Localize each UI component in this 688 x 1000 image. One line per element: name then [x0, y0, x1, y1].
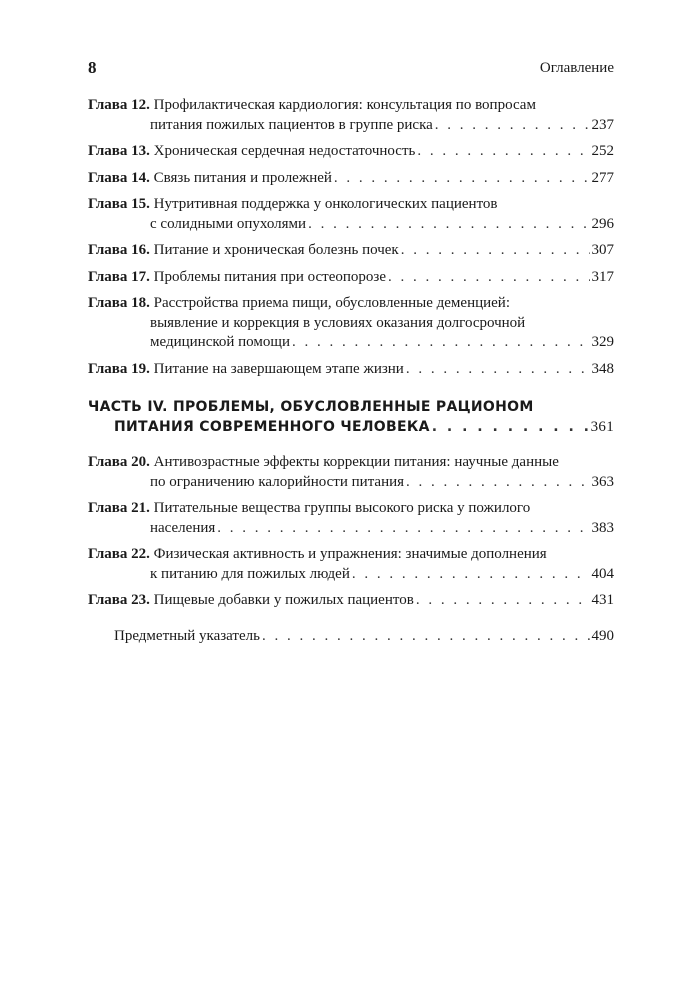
page-ref: 348: [591, 360, 614, 377]
table-of-contents: [88, 96, 614, 653]
leader-dots: [417, 142, 589, 162]
page-ref: 307: [591, 242, 614, 258]
page-ref: 296: [591, 215, 614, 232]
chapter-title-continuation: к питанию для пожилых людей: [150, 565, 350, 582]
page-ref: 237: [591, 116, 614, 133]
part-title: ЧАСТЬ IV. ПРОБЛЕМЫ, ОБУСЛОВЛЕННЫЕ РАЦИОНОМ: [88, 399, 534, 415]
leader-dots: [352, 565, 590, 585]
chapter-label: Глава 22.: [88, 546, 150, 562]
chapter-title: Профилактическая кардиология: консультация по вопросам: [153, 97, 536, 113]
chapter-label: Глава 15.: [88, 196, 150, 212]
chapter-label: Глава 19.: [88, 360, 150, 377]
chapter-title: Питательные вещества группы высокого риска у пожилого: [153, 500, 531, 516]
leader-dots: [406, 360, 590, 380]
chapter-title: Проблемы питания при остеопорозе: [153, 268, 386, 285]
part-title-continuation: ПИТАНИЯ СОВРЕМЕННОГО ЧЕЛОВЕКА: [114, 419, 430, 435]
leader-dots: [416, 591, 590, 611]
leader-dots: [435, 116, 590, 136]
page-ref: 361: [590, 419, 614, 435]
leader-dots: [334, 169, 590, 189]
page-ref: 363: [591, 473, 614, 490]
chapter-label: Глава 13.: [88, 143, 150, 159]
page-ref: 252: [591, 143, 614, 159]
leader-dots: [406, 473, 589, 493]
page-ref: 329: [591, 334, 614, 350]
chapter-title: Физическая активность и упражнения: значимые дополнения: [153, 546, 547, 562]
running-title: Оглавление: [539, 60, 614, 76]
chapter-label: Глава 21.: [88, 500, 150, 516]
chapter-title: Антивозрастные эффекты коррекции питания: научные данные: [153, 454, 559, 470]
page-number: 8: [88, 58, 97, 77]
toc-entry-chapter-23: [88, 591, 614, 611]
leader-dots: [432, 417, 589, 437]
chapter-title: Питание и хроническая болезнь почек: [153, 242, 399, 258]
page-ref: 383: [591, 519, 614, 536]
toc-entry-chapter-19: [88, 360, 614, 380]
leader-dots: [217, 519, 589, 539]
chapter-title-continuation: медицинской помощи: [150, 334, 290, 350]
chapter-label: Глава 16.: [88, 242, 150, 258]
toc-entry-chapter-17: [88, 268, 614, 288]
toc-entry-chapter-21: [88, 499, 614, 538]
chapter-title: Связь питания и пролежней: [153, 169, 332, 186]
leader-dots: [308, 215, 589, 235]
toc-entry-subject-index: [88, 627, 614, 647]
page-ref: 404: [591, 565, 614, 582]
chapter-label: Глава 17.: [88, 268, 150, 285]
leader-dots: [388, 268, 590, 288]
toc-entry-chapter-20: [88, 453, 614, 492]
leader-dots: [401, 241, 590, 261]
chapter-label: Глава 18.: [88, 295, 150, 311]
toc-entry-chapter-12: [88, 96, 614, 135]
index-title: Предметный указатель: [114, 627, 260, 644]
chapter-title-continuation: выявление и коррекция в условиях оказания долгосрочной: [150, 314, 526, 331]
toc-entry-chapter-18: [88, 294, 614, 353]
leader-dots: [262, 627, 590, 647]
chapter-title-continuation: населения: [150, 519, 216, 536]
chapter-title-continuation: с солидными опухолями: [150, 215, 307, 232]
page-ref: 277: [591, 169, 614, 186]
toc-entry-chapter-15: [88, 195, 614, 234]
chapter-label: Глава 23.: [88, 592, 150, 608]
toc-entry-chapter-22: [88, 545, 614, 584]
chapter-title-continuation: питания пожилых пациентов в группе риска: [150, 116, 433, 133]
chapter-title: Расстройства приема пищи, обусловленные деменцией:: [153, 295, 510, 311]
chapter-title: Нутритивная поддержка у онкологических пациентов: [153, 196, 498, 212]
toc-entry-chapter-14: [88, 169, 614, 189]
chapter-title-continuation: по ограничению калорийности питания: [150, 473, 405, 490]
toc-entry-chapter-13: [88, 142, 614, 162]
chapter-label: Глава 14.: [88, 169, 150, 186]
chapter-title: Хроническая сердечная недостаточность: [153, 143, 416, 159]
page-ref: 490: [591, 627, 614, 644]
toc-entry-part-4: [88, 397, 614, 437]
page-ref: 431: [591, 592, 614, 608]
chapter-label: Глава 20.: [88, 454, 150, 470]
page-ref: 317: [591, 268, 614, 285]
chapter-title: Питание на завершающем этапе жизни: [153, 360, 404, 377]
toc-entry-chapter-16: [88, 241, 614, 261]
chapter-label: Глава 12.: [88, 97, 150, 113]
chapter-title: Пищевые добавки у пожилых пациентов: [153, 592, 414, 608]
leader-dots: [292, 333, 590, 353]
